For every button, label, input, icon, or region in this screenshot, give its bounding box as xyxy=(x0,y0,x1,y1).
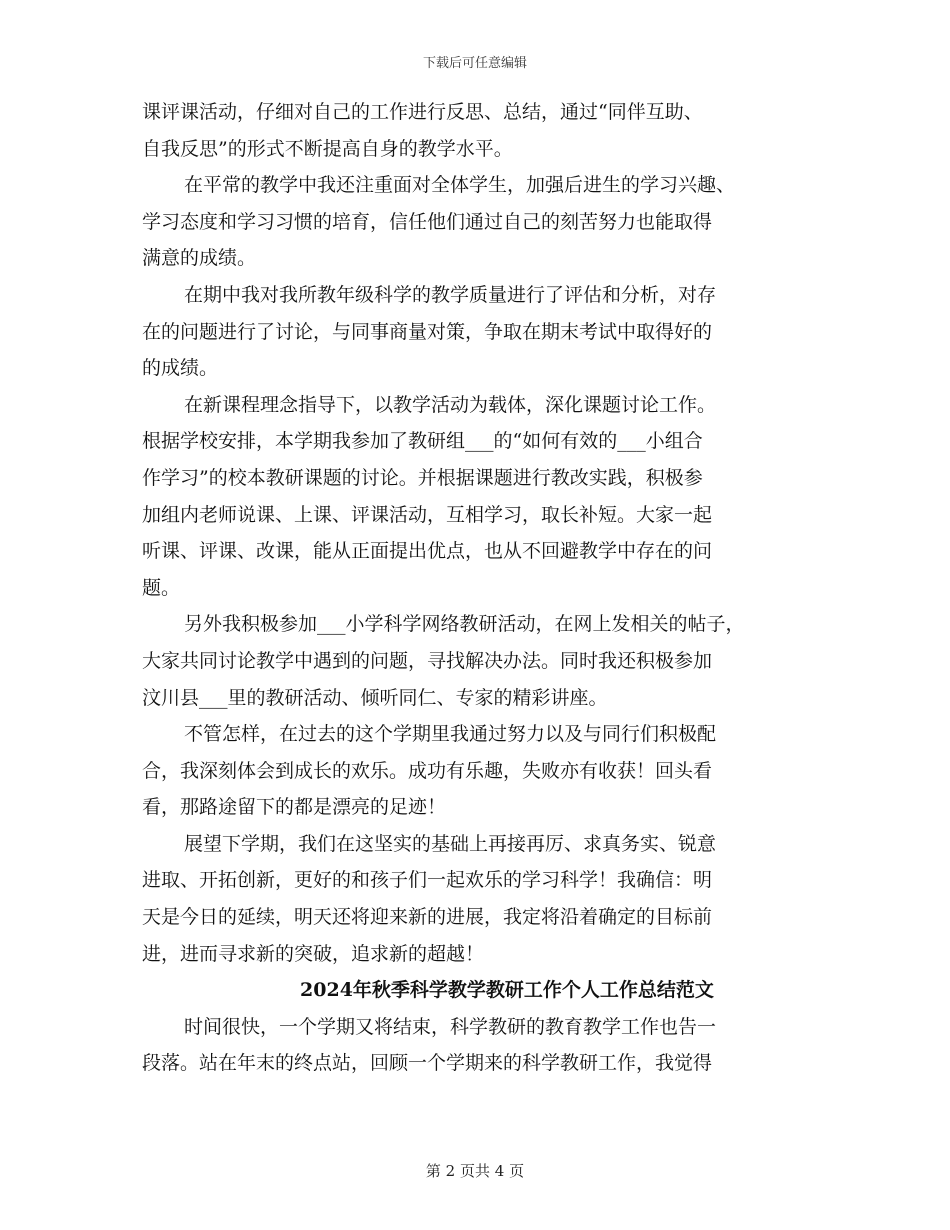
text-line: 的成绩。 xyxy=(142,357,219,380)
text-line: 自我反思”的形式不断提高自身的教学水平。 xyxy=(142,137,513,160)
text-line: 段落。站在年末的终点站，回顾一个学期来的科学教研工作，我觉得 xyxy=(142,1052,713,1075)
text-line: 展望下学期，我们在这坚实的基础上再接再厉、求真务实、锐意 xyxy=(184,832,717,855)
text-line: 题。 xyxy=(142,576,181,599)
text-line: 大家共同讨论教学中遇到的问题，寻找解决办法。同时我还积极参加 xyxy=(142,649,713,672)
page-header: 下载后可任意编辑 xyxy=(422,56,527,71)
page-footer: 第 2 页共 4 页 xyxy=(425,1162,525,1180)
text-line: 天是今日的延续，明天还将迎来新的进展，我定将沿着确定的目标前 xyxy=(142,906,713,929)
text-line: 在期中我对我所教年级科学的教学质量进行了评估和分析，对存 xyxy=(184,283,717,306)
text-line: 不管怎样，在过去的这个学期里我通过努力以及与同行们积极配 xyxy=(184,723,717,746)
text-line: 满意的成绩。 xyxy=(142,247,257,270)
text-line: 在的问题进行了讨论，与同事商量对策，争取在期末考试中取得好的 xyxy=(142,320,713,343)
text-line: 合，我深刻体会到成长的欢乐。成功有乐趣，失败亦有收获！回头看 xyxy=(142,759,713,782)
text-line: 汶川县___里的教研活动、倾听同仁、专家的精彩讲座。 xyxy=(142,686,608,709)
text-line: 进取、开拓创新，更好的和孩子们一起欢乐的学习科学！我确信：明 xyxy=(142,869,713,892)
text-line: 听课、评课、改课，能从正面提出优点，也从不回避教学中存在的问 xyxy=(142,540,713,563)
text-line: 加组内老师说课、上课、评课活动，互相学习，取长补短。大家一起 xyxy=(142,503,713,526)
text-line: 课评课活动，仔细对自己的工作进行反思、总结，通过“同伴互助、 xyxy=(142,101,703,123)
text-line: 另外我积极参加___小学科学网络教研活动，在网上发相关的帖子， xyxy=(184,613,745,636)
text-line: 进，进而寻求新的突破，追求新的超越！ xyxy=(142,942,485,965)
text-line: 作学习”的校本教研课题的讨论。并根据课题进行教改实践，积极参 xyxy=(142,466,703,489)
section-title: 2024年秋季科学教学教研工作个人工作总结范文 xyxy=(300,979,714,1002)
text-line: 时间很快，一个学期又将结束，科学教研的教育教学工作也告一 xyxy=(184,1015,717,1038)
text-line: 学习态度和学习习惯的培育，信任他们通过自己的刻苦努力也能取得 xyxy=(142,210,713,233)
text-line: 看，那路途留下的都是漂亮的足迹！ xyxy=(142,796,447,819)
text-line: 根据学校安排，本学期我参加了教研组___的“如何有效的___小组合 xyxy=(142,430,703,453)
document-body xyxy=(142,94,832,1082)
text-line: 在平常的教学中我还注重面对全体学生，加强后进生的学习兴趣、 xyxy=(184,174,736,197)
text-line: 在新课程理念指导下，以教学活动为载体，深化课题讨论工作。 xyxy=(184,393,717,416)
